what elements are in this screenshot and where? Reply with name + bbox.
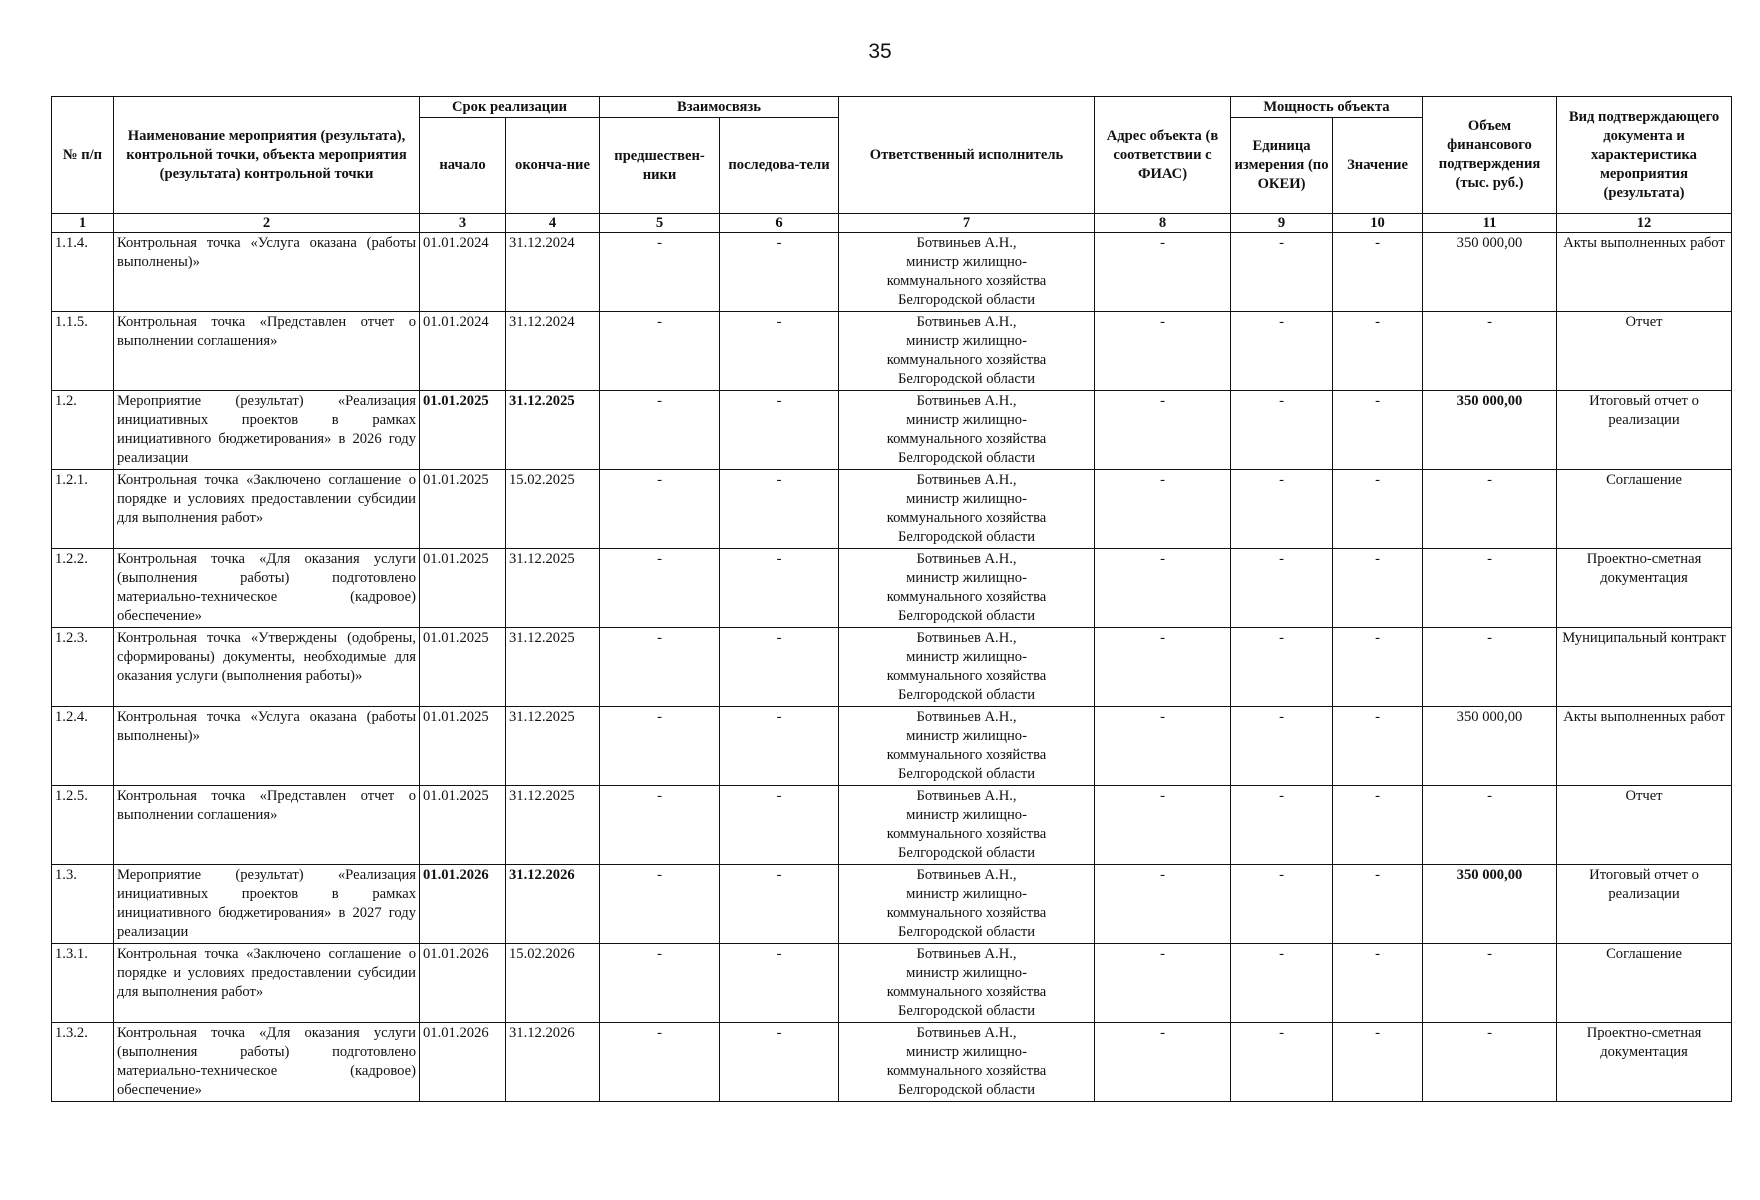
row-name: Контрольная точка «Представлен отчет о выполнении соглашения»: [114, 312, 420, 391]
row-successors: -: [720, 786, 839, 865]
row-successors: -: [720, 1023, 839, 1102]
row-document-type: Акты выполненных работ: [1557, 707, 1732, 786]
executor-line: коммунального хозяйства: [886, 984, 1047, 1000]
row-finance-amount: -: [1423, 944, 1557, 1023]
row-executor: [839, 549, 1095, 628]
executor-line: Белгородской области: [898, 845, 1036, 861]
row-name: Мероприятие (результат) «Реализация инициативных проектов в рамках инициативного бюджетирования» в 2027 году реализации: [114, 865, 420, 944]
row-number: 1.1.5.: [52, 312, 114, 391]
row-number: 1.2.2.: [52, 549, 114, 628]
executor-line: Белгородской области: [898, 924, 1036, 940]
table-row: [52, 549, 1732, 628]
row-address: -: [1095, 549, 1231, 628]
row-capacity-unit: -: [1231, 944, 1333, 1023]
executor-line: коммунального хозяйства: [886, 668, 1047, 684]
row-start-date: 01.01.2026: [420, 1023, 506, 1102]
row-executor: [839, 865, 1095, 944]
row-start-date: 01.01.2025: [420, 549, 506, 628]
column-number: 3: [420, 214, 506, 233]
executor-line: Белгородской области: [898, 1003, 1036, 1019]
row-end-date: 31.12.2025: [506, 549, 600, 628]
row-end-date: 31.12.2026: [506, 1023, 600, 1102]
executor-line: министр жилищно-: [906, 333, 1027, 349]
row-number: 1.2.: [52, 391, 114, 470]
page-number: 35: [868, 40, 892, 63]
row-predecessors: -: [600, 944, 720, 1023]
row-document-type: Соглашение: [1557, 470, 1732, 549]
table-body: [52, 233, 1732, 1102]
row-predecessors: -: [600, 470, 720, 549]
row-address: -: [1095, 391, 1231, 470]
column-number: 5: [600, 214, 720, 233]
implementation-plan-table: [51, 96, 1732, 1102]
row-capacity-unit: -: [1231, 1023, 1333, 1102]
executor-line: коммунального хозяйства: [886, 826, 1047, 842]
row-capacity-value: -: [1333, 628, 1423, 707]
executor-line: Белгородской области: [898, 766, 1036, 782]
row-start-date: 01.01.2025: [420, 628, 506, 707]
row-predecessors: -: [600, 549, 720, 628]
row-start-date: 01.01.2026: [420, 865, 506, 944]
row-capacity-unit: -: [1231, 233, 1333, 312]
row-finance-amount: 350 000,00: [1423, 707, 1557, 786]
row-executor: [839, 786, 1095, 865]
header-row-top: [52, 97, 1732, 118]
row-capacity-unit: -: [1231, 312, 1333, 391]
row-finance-amount: -: [1423, 628, 1557, 707]
executor-line: министр жилищно-: [906, 570, 1027, 586]
executor-line: министр жилищно-: [906, 728, 1027, 744]
row-end-date: 31.12.2024: [506, 233, 600, 312]
row-document-type: Итоговый отчет о реализации: [1557, 391, 1732, 470]
row-address: -: [1095, 470, 1231, 549]
row-executor: [839, 391, 1095, 470]
row-address: -: [1095, 233, 1231, 312]
row-number: 1.3.: [52, 865, 114, 944]
row-end-date: 31.12.2025: [506, 628, 600, 707]
header-link-prev: предшествен-ники: [600, 118, 720, 214]
row-start-date: 01.01.2025: [420, 391, 506, 470]
row-number: 1.2.3.: [52, 628, 114, 707]
executor-line: Ботвиньев А.Н.,: [916, 393, 1017, 409]
row-end-date: 31.12.2025: [506, 707, 600, 786]
header-name: Наименование мероприятия (результата), контрольной точки, объекта мероприятия (результата) контрольной точки: [114, 97, 420, 214]
column-number: 2: [114, 214, 420, 233]
executor-line: Ботвиньев А.Н.,: [916, 235, 1017, 251]
row-capacity-unit: -: [1231, 549, 1333, 628]
table-row: [52, 786, 1732, 865]
column-number: 12: [1557, 214, 1732, 233]
row-address: -: [1095, 865, 1231, 944]
executor-line: Белгородской области: [898, 450, 1036, 466]
row-name: Контрольная точка «Услуга оказана (работы выполнены)»: [114, 707, 420, 786]
row-name: Контрольная точка «Для оказания услуги (выполнения работы) подготовлено материально-техническое (кадровое) обеспечение»: [114, 1023, 420, 1102]
header-num: № п/п: [52, 97, 114, 214]
row-predecessors: -: [600, 707, 720, 786]
table-row: [52, 865, 1732, 944]
table-row: [52, 312, 1732, 391]
executor-line: коммунального хозяйства: [886, 905, 1047, 921]
executor-line: министр жилищно-: [906, 807, 1027, 823]
column-number: 11: [1423, 214, 1557, 233]
row-number: 1.3.2.: [52, 1023, 114, 1102]
row-capacity-value: -: [1333, 312, 1423, 391]
executor-line: коммунального хозяйства: [886, 510, 1047, 526]
row-predecessors: -: [600, 233, 720, 312]
header-link-next: последова-тели: [720, 118, 839, 214]
header-finance: Объем финансового подтверждения (тыс. руб.): [1423, 97, 1557, 214]
row-number: 1.3.1.: [52, 944, 114, 1023]
row-number: 1.2.5.: [52, 786, 114, 865]
row-finance-amount: 350 000,00: [1423, 865, 1557, 944]
row-start-date: 01.01.2025: [420, 786, 506, 865]
header-executor: Ответственный исполнитель: [839, 97, 1095, 214]
header-link-group: Взаимосвязь: [600, 97, 839, 118]
executor-line: Ботвиньев А.Н.,: [916, 788, 1017, 804]
row-capacity-unit: -: [1231, 628, 1333, 707]
header-capacity-group: Мощность объекта: [1231, 97, 1423, 118]
row-finance-amount: -: [1423, 1023, 1557, 1102]
table-row: [52, 391, 1732, 470]
table-row: [52, 233, 1732, 312]
executor-line: Белгородской области: [898, 292, 1036, 308]
row-name: Контрольная точка «Для оказания услуги (выполнения работы) подготовлено материально-техническое (кадровое) обеспечение»: [114, 549, 420, 628]
executor-line: министр жилищно-: [906, 254, 1027, 270]
row-capacity-value: -: [1333, 470, 1423, 549]
executor-line: Ботвиньев А.Н.,: [916, 314, 1017, 330]
row-start-date: 01.01.2026: [420, 944, 506, 1023]
executor-line: министр жилищно-: [906, 965, 1027, 981]
header-period-group: Срок реализации: [420, 97, 600, 118]
row-finance-amount: -: [1423, 470, 1557, 549]
row-predecessors: -: [600, 1023, 720, 1102]
row-capacity-value: -: [1333, 1023, 1423, 1102]
row-successors: -: [720, 549, 839, 628]
row-successors: -: [720, 233, 839, 312]
column-number: 9: [1231, 214, 1333, 233]
row-name: Мероприятие (результат) «Реализация инициативных проектов в рамках инициативного бюджетирования» в 2026 году реализации: [114, 391, 420, 470]
row-successors: -: [720, 391, 839, 470]
row-predecessors: -: [600, 312, 720, 391]
row-finance-amount: 350 000,00: [1423, 233, 1557, 312]
row-name: Контрольная точка «Услуга оказана (работы выполнены)»: [114, 233, 420, 312]
executor-line: Ботвиньев А.Н.,: [916, 551, 1017, 567]
row-document-type: Акты выполненных работ: [1557, 233, 1732, 312]
row-address: -: [1095, 707, 1231, 786]
row-capacity-value: -: [1333, 391, 1423, 470]
table-row: [52, 470, 1732, 549]
row-end-date: 31.12.2025: [506, 786, 600, 865]
executor-line: министр жилищно-: [906, 649, 1027, 665]
row-number: 1.1.4.: [52, 233, 114, 312]
executor-line: министр жилищно-: [906, 886, 1027, 902]
table-row: [52, 1023, 1732, 1102]
row-address: -: [1095, 786, 1231, 865]
row-successors: -: [720, 865, 839, 944]
row-executor: [839, 944, 1095, 1023]
row-capacity-unit: -: [1231, 865, 1333, 944]
row-predecessors: -: [600, 786, 720, 865]
row-successors: -: [720, 312, 839, 391]
executor-line: коммунального хозяйства: [886, 589, 1047, 605]
row-document-type: Итоговый отчет о реализации: [1557, 865, 1732, 944]
executor-line: коммунального хозяйства: [886, 431, 1047, 447]
header-capacity-unit: Единица измерения (по ОКЕИ): [1231, 118, 1333, 214]
executor-line: коммунального хозяйства: [886, 273, 1047, 289]
row-address: -: [1095, 628, 1231, 707]
executor-line: министр жилищно-: [906, 412, 1027, 428]
row-successors: -: [720, 470, 839, 549]
row-number: 1.2.4.: [52, 707, 114, 786]
row-capacity-value: -: [1333, 944, 1423, 1023]
column-number: 4: [506, 214, 600, 233]
row-executor: [839, 312, 1095, 391]
executor-line: Ботвиньев А.Н.,: [916, 630, 1017, 646]
row-name: Контрольная точка «Заключено соглашение о порядке и условиях предоставлении субсидии для выполнения работ»: [114, 944, 420, 1023]
column-numbers-row: [52, 214, 1732, 233]
header-doc-type: Вид подтверждающего документа и характеристика мероприятия (результата): [1557, 97, 1732, 214]
row-capacity-value: -: [1333, 707, 1423, 786]
row-capacity-unit: -: [1231, 470, 1333, 549]
row-executor: [839, 707, 1095, 786]
executor-line: Белгородской области: [898, 371, 1036, 387]
row-finance-amount: 350 000,00: [1423, 391, 1557, 470]
row-name: Контрольная точка «Утверждены (одобрены, сформированы) документы, необходимые для оказания услуги (выполнения работы)»: [114, 628, 420, 707]
table-row: [52, 707, 1732, 786]
row-name: Контрольная точка «Заключено соглашение о порядке и условиях предоставлении субсидии для выполнения работ»: [114, 470, 420, 549]
row-start-date: 01.01.2025: [420, 707, 506, 786]
column-number: 1: [52, 214, 114, 233]
row-document-type: Соглашение: [1557, 944, 1732, 1023]
row-successors: -: [720, 944, 839, 1023]
row-end-date: 15.02.2025: [506, 470, 600, 549]
row-document-type: Муниципальный контракт: [1557, 628, 1732, 707]
row-predecessors: -: [600, 865, 720, 944]
row-executor: [839, 628, 1095, 707]
row-capacity-value: -: [1333, 549, 1423, 628]
row-document-type: Отчет: [1557, 312, 1732, 391]
row-end-date: 15.02.2026: [506, 944, 600, 1023]
executor-line: коммунального хозяйства: [886, 352, 1047, 368]
row-capacity-unit: -: [1231, 391, 1333, 470]
row-end-date: 31.12.2025: [506, 391, 600, 470]
row-successors: -: [720, 628, 839, 707]
header-period-end: оконча-ние: [506, 118, 600, 214]
executor-line: Белгородской области: [898, 687, 1036, 703]
executor-line: Ботвиньев А.Н.,: [916, 472, 1017, 488]
executor-line: Белгородской области: [898, 529, 1036, 545]
row-capacity-unit: -: [1231, 707, 1333, 786]
row-capacity-unit: -: [1231, 786, 1333, 865]
row-capacity-value: -: [1333, 786, 1423, 865]
executor-line: Ботвиньев А.Н.,: [916, 946, 1017, 962]
row-document-type: Проектно-сметная документация: [1557, 1023, 1732, 1102]
row-capacity-value: -: [1333, 233, 1423, 312]
column-number: 6: [720, 214, 839, 233]
row-end-date: 31.12.2024: [506, 312, 600, 391]
table-row: [52, 944, 1732, 1023]
row-finance-amount: -: [1423, 786, 1557, 865]
executor-line: министр жилищно-: [906, 1044, 1027, 1060]
executor-line: Ботвиньев А.Н.,: [916, 1025, 1017, 1041]
row-document-type: Проектно-сметная документация: [1557, 549, 1732, 628]
row-finance-amount: -: [1423, 549, 1557, 628]
row-address: -: [1095, 312, 1231, 391]
executor-line: Ботвиньев А.Н.,: [916, 867, 1017, 883]
row-address: -: [1095, 1023, 1231, 1102]
row-executor: [839, 1023, 1095, 1102]
header-capacity-value: Значение: [1333, 118, 1423, 214]
row-successors: -: [720, 707, 839, 786]
executor-line: Белгородской области: [898, 1082, 1036, 1098]
executor-line: Ботвиньев А.Н.,: [916, 709, 1017, 725]
row-end-date: 31.12.2026: [506, 865, 600, 944]
executor-line: коммунального хозяйства: [886, 1063, 1047, 1079]
row-address: -: [1095, 944, 1231, 1023]
column-number: 7: [839, 214, 1095, 233]
row-capacity-value: -: [1333, 865, 1423, 944]
row-finance-amount: -: [1423, 312, 1557, 391]
executor-line: коммунального хозяйства: [886, 747, 1047, 763]
table-row: [52, 628, 1732, 707]
column-number: 10: [1333, 214, 1423, 233]
row-name: Контрольная точка «Представлен отчет о выполнении соглашения»: [114, 786, 420, 865]
row-executor: [839, 470, 1095, 549]
row-executor: [839, 233, 1095, 312]
column-number: 8: [1095, 214, 1231, 233]
row-start-date: 01.01.2024: [420, 312, 506, 391]
row-start-date: 01.01.2025: [420, 470, 506, 549]
header-address: Адрес объекта (в соответствии с ФИАС): [1095, 97, 1231, 214]
executor-line: Белгородской области: [898, 608, 1036, 624]
header-period-start: начало: [420, 118, 506, 214]
row-number: 1.2.1.: [52, 470, 114, 549]
executor-line: министр жилищно-: [906, 491, 1027, 507]
row-document-type: Отчет: [1557, 786, 1732, 865]
row-predecessors: -: [600, 628, 720, 707]
row-start-date: 01.01.2024: [420, 233, 506, 312]
row-predecessors: -: [600, 391, 720, 470]
